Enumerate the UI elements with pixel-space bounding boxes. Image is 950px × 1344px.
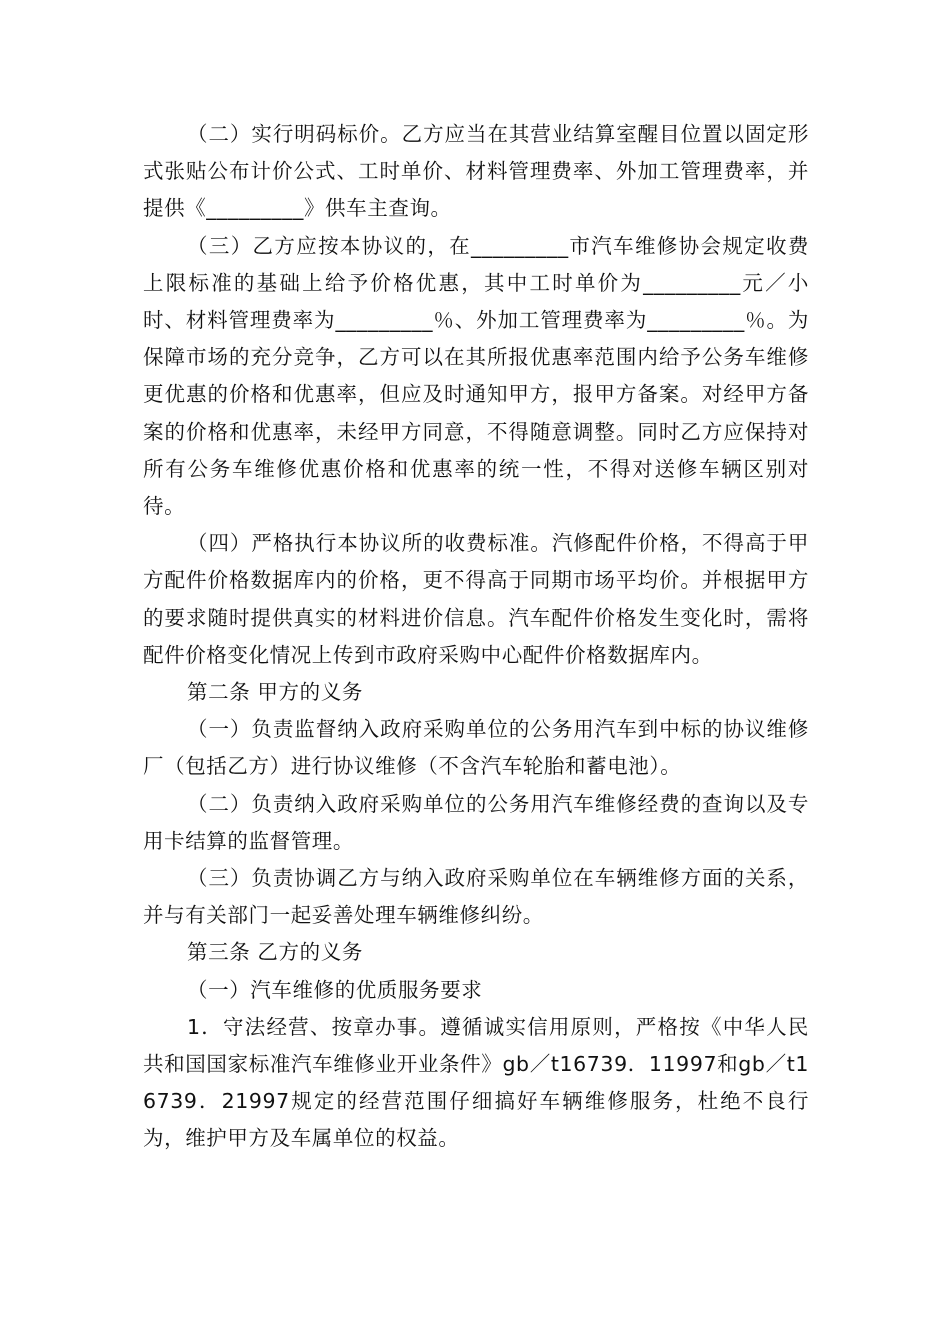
paragraph-price-display: （二）实行明码标价。乙方应当在其营业结算室醒目位置以固定形式张贴公布计价公式、工时单价、材料管理费率、外加工管理费率，并提供《_________》供车主查询。: [143, 122, 809, 221]
section-heading-party-a-duties: 第二条 甲方的义务: [187, 680, 363, 705]
paragraph-lawful-operation: 1．守法经营、按章办事。遵循诚实信用原则，严格按《中华人民共和国国家标准汽车维修业开业条件》gb／t16739．11997和gb／t16739．21997规定的经营范围仔细搞好车辆维修服务，杜绝不良行为，维护甲方及车属单位的权益。: [143, 1014, 809, 1151]
paragraph-service-requirements: （一）汽车维修的优质服务要求: [187, 977, 483, 1002]
paragraph-fee-standard: （四）严格执行本协议所的收费标准。汽修配件价格，不得高于甲方配件价格数据库内的价格，更不得高于同期市场平均价。并根据甲方的要求随时提供真实的材料进价信息。汽车配件价格发生变化时，需将配件价格变化情况上传到市政府采购中心配件价格数据库内。: [143, 531, 809, 667]
paragraph-party-a-duty-2: （二）负责纳入政府采购单位的公务用汽车维修经费的查询以及专用卡结算的监督管理。: [143, 791, 809, 853]
section-heading-party-b-duties: 第三条 乙方的义务: [187, 940, 363, 965]
paragraph-price-discount: （三）乙方应按本协议的，在_________市汽车维修协会规定收费上限标准的基础上给予价格优惠，其中工时单价为_________元／小时、材料管理费率为_________％、外加工管理费率为_________％。为保障市场的充分竞争，乙方可以在其所报优惠率范围内给予公务车维修更优惠的价格和优惠率，但应及时通知甲方，报甲方备案。对经甲方备案的价格和优惠率，未经甲方同意，不得随意调整。同时乙方应保持对所有公务车维修优惠价格和优惠率的统一性，不得对送修车辆区别对待。: [143, 233, 809, 519]
paragraph-party-a-duty-1: （一）负责监督纳入政府采购单位的公务用汽车到中标的协议维修厂（包括乙方）进行协议维修（不含汽车轮胎和蓄电池）。: [143, 717, 809, 779]
paragraph-party-a-duty-3: （三）负责协调乙方与纳入政府采购单位在车辆维修方面的关系，并与有关部门一起妥善处理车辆维修纠纷。: [143, 866, 809, 928]
document-body: [143, 116, 809, 1158]
